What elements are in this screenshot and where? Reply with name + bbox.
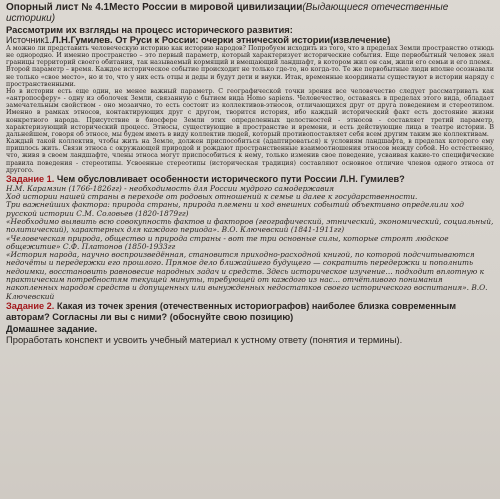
homework-heading: Домашнее задание. bbox=[6, 322, 98, 334]
title-subtitle: (Выдающиеся отечественные историки) bbox=[6, 2, 449, 24]
source-title: Л.Н.Гумилев. От Руси к России: очерки этнической истории(извлечение) bbox=[51, 34, 391, 45]
task-2 bbox=[6, 301, 494, 323]
quote-klyuchevsky-factors: «Необходимо выявить всю совокупность фактов и факторов (географический, этнический, экономический, социальный, политический), характерных для каждого периода». В.О. Ключевский (1841-1911гг) bbox=[6, 217, 494, 235]
quote-platonov: «Человеческая природа, общество и природа страны - вот те три основные силы, которые строят людское общежитие» С.Ф. Платонов (1850-1933гг bbox=[6, 233, 449, 251]
homework-text: Проработать конспект и усвоить учебный материал к устному ответу (понятия и термины). bbox=[6, 333, 403, 345]
task-1-label: Задание 1. bbox=[6, 173, 55, 184]
historians-quotes bbox=[6, 185, 494, 301]
quote-klyuchevsky-history: «История народа, научно воспроизведённая, становится приходно-расходной книгой, по которой подсчитываются недочёты и передержки его прошлого. Прямое дело ближайшего будущего — сократить передержки и пополнить недоимки, восстановить равновесие народных задач и средств. Здесь историческое изучение… подходит вплотную к практическим потребностям текущей минуты, требующей от каждого из нас… отчётливого понимания накопленных народом средств и допущенных или вынужденных недостатков своего исторического воспитания». В.О. Ключевский bbox=[6, 250, 488, 301]
reading-paragraph-2: Второй параметр – время. Каждое историческое событие происходит не только где-то, но когда-то. Те же первобытные люди вполне осознавали не только «свое место», но и то, что у них есть отцы и деды и будут дети и внуки. Итак, временные координаты существуют в истории наряду с пространственными. bbox=[6, 66, 494, 88]
source-label: Источник1. bbox=[6, 35, 52, 45]
title-text: Опорный лист № 4.1Место России в мировой цивилизации bbox=[6, 2, 303, 13]
task-1-question: Чем обусловливает особенности исторического пути России Л.Н. Гумилев? bbox=[56, 173, 405, 184]
task-2-question: Какая из точек зрения (отечественных историографов) наиболее близка современным авторам? Согласны ли вы с ними? (обоснуйте свою позицию) bbox=[6, 300, 457, 322]
source-line bbox=[6, 35, 494, 45]
reading-paragraph-4: Каждый такой коллектив, чтобы жить на Земле, должен приспособиться (адаптироваться) к условиям ландшафта, в пределах которого ему пришлось жить. Связи этноса с окружающей природой и рождают пространственные взаимоотношения этносов между собой. Но естественно, что, живя в своем ландшафте, члены этноса могут приспособиться к нему, только изменив свое поведение, усваивая какие-то специфические правила поведения - стереотипы. Усвоенные стереотипы (историческая традиция) составляют основное отличие членов одного этноса от другого. bbox=[6, 138, 494, 174]
quote-state-course: Ход истории нашей страны в переходе от родовых отношений к семье и далее к государственности. bbox=[6, 192, 418, 202]
reading-text bbox=[6, 45, 494, 174]
section-heading: Рассмотрим их взгляды на процесс исторического развития: bbox=[6, 24, 293, 35]
document-title bbox=[6, 2, 494, 24]
task-2-label: Задание 2. bbox=[6, 300, 55, 311]
quote-karamzin: Н.М. Карамзин (1766-1826гг) - необходимость для России мудрого самодержавия bbox=[6, 183, 335, 193]
reading-paragraph-3: Но в истории есть еще один, не менее важный параметр. С географической точки зрения все человечество следует рассматривать как «антропосферу» - одну из оболочек Земли, связанную с бытием вида Homo sapiens. Человечество, оставаясь в пределах этого вида, обладает замечательным свойством - оно мозаично, то есть состоит из коллективов-этносов, отличающихся друг от друга поведением и стереотипом. Именно в рамках этносов, контактирующих друг с другом, творится история, ибо каждый исторический факт есть достояние жизни конкретного народа. Присутствие в биосфере Земли этих определенных целостностей - этносов - составляет третий параметр, характеризующий исторический процесс. Этносы, существующие в пространстве и времени, и есть действующие лица в театре истории. В дальнейшем, говоря об этносе, мы будем иметь в виду коллектив людей, который противопоставляет себя всем другим таким же коллективам. bbox=[6, 87, 494, 138]
quote-soloviev: Три важнейших фактора: природа страны, природа племени и ход внешних событий объективно определили ход русской истории С.М. Соловьев (1820-1879гг) bbox=[6, 200, 464, 218]
reading-paragraph-1: А можно ли представить человеческую историю как историю народов? Попробуем исходить из того, что в пределах Земли пространство отнюдь не однородно. И именно пространство – это первый параметр, который характеризует исторические события. Еще первобытный человек знал границы территорий своего обитания, так называемый кормящий и вмещающий ландшафт, в котором жил он сам, жили его семьи и его племя. bbox=[6, 45, 494, 67]
